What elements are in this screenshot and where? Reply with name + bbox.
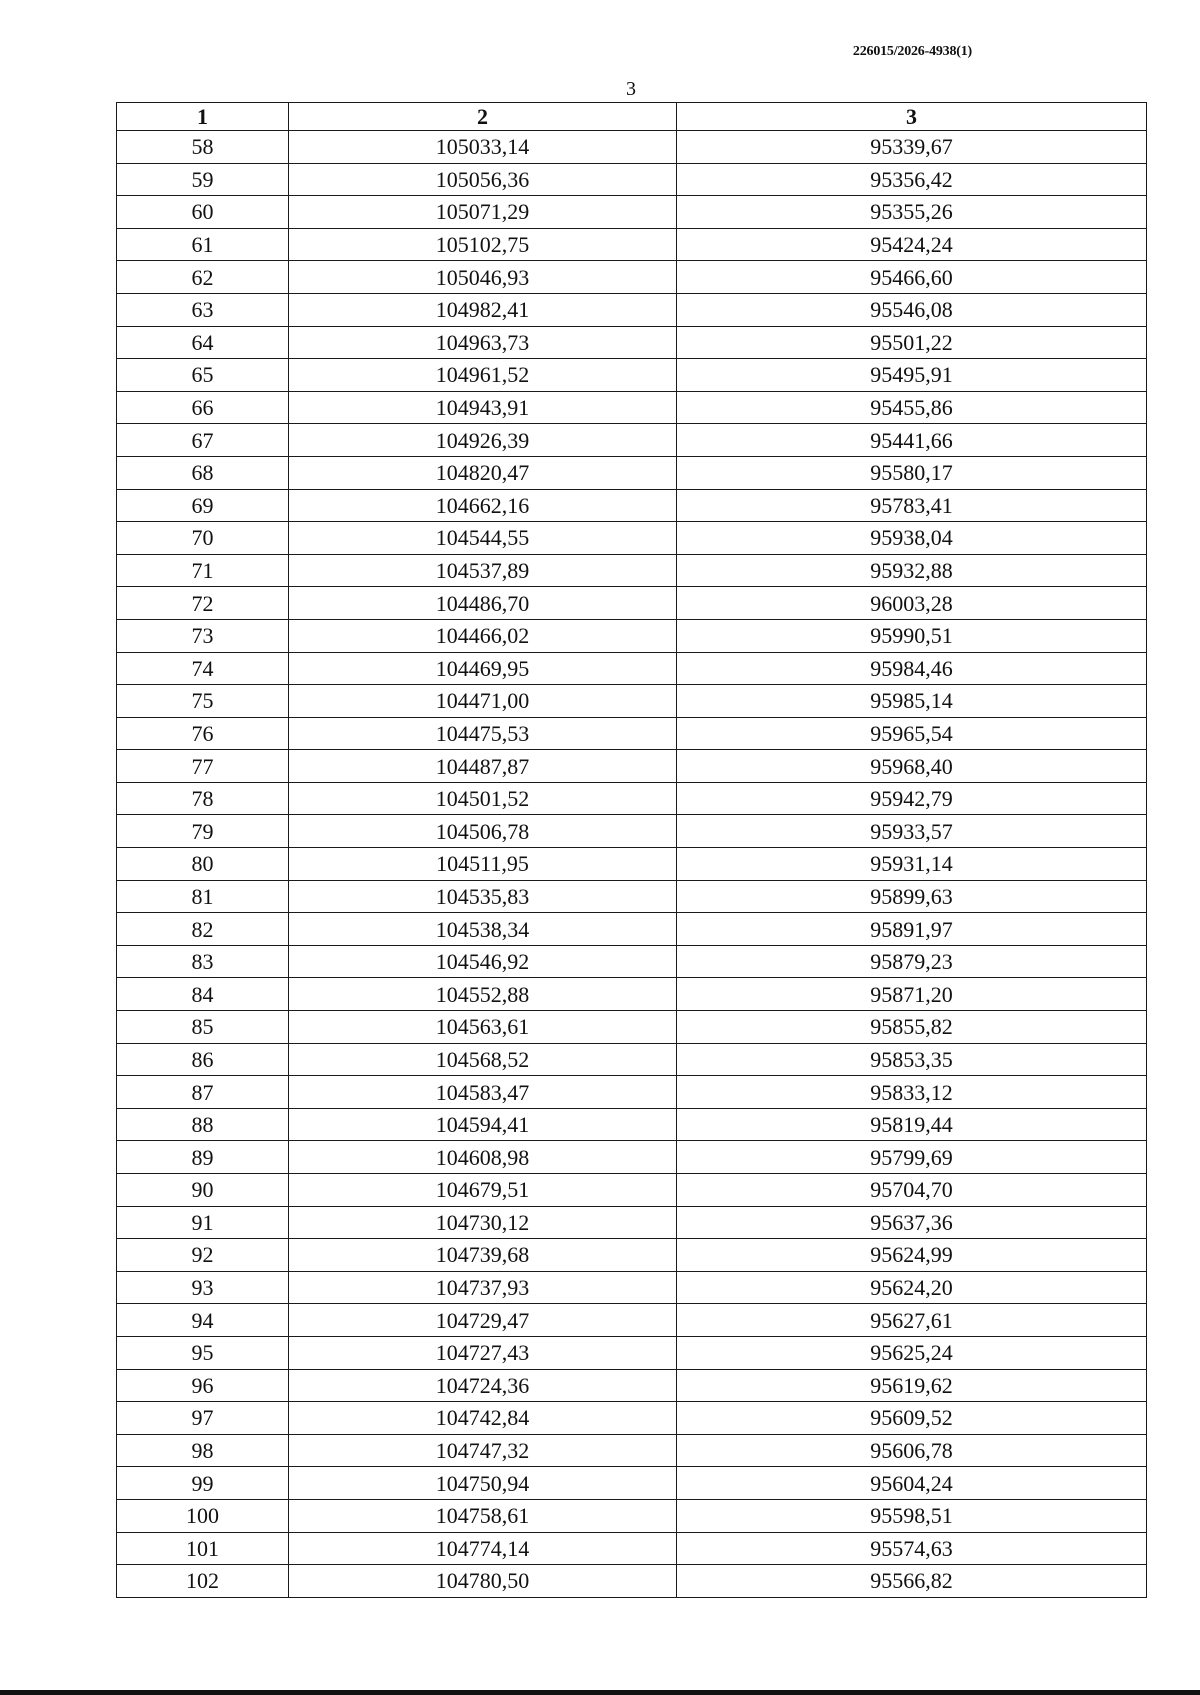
x-coordinate-cell: 104487,87: [289, 750, 677, 783]
table-row: [117, 945, 1147, 978]
y-coordinate-cell: 95424,24: [677, 228, 1147, 261]
x-coordinate-cell: 104963,73: [289, 326, 677, 359]
column-header-2: 2: [289, 103, 677, 131]
point-number-cell: 74: [117, 652, 289, 685]
table-body: [117, 131, 1147, 1598]
point-number-cell: 78: [117, 782, 289, 815]
y-coordinate-cell: 95879,23: [677, 945, 1147, 978]
point-number-cell: 94: [117, 1304, 289, 1337]
point-number-cell: 65: [117, 359, 289, 392]
y-coordinate-cell: 95783,41: [677, 489, 1147, 522]
point-number-cell: 70: [117, 522, 289, 555]
table-row: [117, 196, 1147, 229]
point-number-cell: 88: [117, 1108, 289, 1141]
x-coordinate-cell: 104729,47: [289, 1304, 677, 1337]
y-coordinate-cell: 95931,14: [677, 848, 1147, 881]
x-coordinate-cell: 104568,52: [289, 1043, 677, 1076]
table-row: [117, 1434, 1147, 1467]
point-number-cell: 84: [117, 978, 289, 1011]
x-coordinate-cell: 104546,92: [289, 945, 677, 978]
y-coordinate-cell: 95984,46: [677, 652, 1147, 685]
point-number-cell: 82: [117, 913, 289, 946]
y-coordinate-cell: 95799,69: [677, 1141, 1147, 1174]
y-coordinate-cell: 95466,60: [677, 261, 1147, 294]
x-coordinate-cell: 104750,94: [289, 1467, 677, 1500]
table-row: [117, 619, 1147, 652]
table-row: [117, 1565, 1147, 1598]
point-number-cell: 75: [117, 685, 289, 718]
x-coordinate-cell: 105102,75: [289, 228, 677, 261]
point-number-cell: 63: [117, 293, 289, 326]
x-coordinate-cell: 104466,02: [289, 619, 677, 652]
x-coordinate-cell: 104563,61: [289, 1011, 677, 1044]
point-number-cell: 73: [117, 619, 289, 652]
point-number-cell: 91: [117, 1206, 289, 1239]
y-coordinate-cell: 95990,51: [677, 619, 1147, 652]
y-coordinate-cell: 95624,99: [677, 1239, 1147, 1272]
y-coordinate-cell: 95819,44: [677, 1108, 1147, 1141]
table-row: [117, 1239, 1147, 1272]
point-number-cell: 102: [117, 1565, 289, 1598]
table-row: [117, 391, 1147, 424]
x-coordinate-cell: 104742,84: [289, 1402, 677, 1435]
table-row: [117, 815, 1147, 848]
x-coordinate-cell: 104506,78: [289, 815, 677, 848]
x-coordinate-cell: 104758,61: [289, 1499, 677, 1532]
table-row: [117, 1304, 1147, 1337]
table-row: [117, 1011, 1147, 1044]
y-coordinate-cell: 95932,88: [677, 554, 1147, 587]
table-row: [117, 326, 1147, 359]
x-coordinate-cell: 104727,43: [289, 1336, 677, 1369]
table-row: [117, 489, 1147, 522]
document-id: 226015/2026-4938(1): [852, 44, 972, 59]
coordinates-table: [116, 102, 1147, 1598]
x-coordinate-cell: 104774,14: [289, 1532, 677, 1565]
x-coordinate-cell: 104926,39: [289, 424, 677, 457]
y-coordinate-cell: 95891,97: [677, 913, 1147, 946]
x-coordinate-cell: 104780,50: [289, 1565, 677, 1598]
table-row: [117, 652, 1147, 685]
x-coordinate-cell: 104475,53: [289, 717, 677, 750]
table-row: [117, 1141, 1147, 1174]
table-row: [117, 1532, 1147, 1565]
table-row: [117, 131, 1147, 164]
point-number-cell: 77: [117, 750, 289, 783]
table-row: [117, 424, 1147, 457]
table-row: [117, 782, 1147, 815]
point-number-cell: 71: [117, 554, 289, 587]
y-coordinate-cell: 95985,14: [677, 685, 1147, 718]
y-coordinate-cell: 95455,86: [677, 391, 1147, 424]
y-coordinate-cell: 95598,51: [677, 1499, 1147, 1532]
table-row: [117, 293, 1147, 326]
x-coordinate-cell: 104662,16: [289, 489, 677, 522]
point-number-cell: 68: [117, 456, 289, 489]
point-number-cell: 79: [117, 815, 289, 848]
table-row: [117, 685, 1147, 718]
x-coordinate-cell: 105071,29: [289, 196, 677, 229]
x-coordinate-cell: 104982,41: [289, 293, 677, 326]
x-coordinate-cell: 104544,55: [289, 522, 677, 555]
x-coordinate-cell: 104737,93: [289, 1271, 677, 1304]
x-coordinate-cell: 104486,70: [289, 587, 677, 620]
point-number-cell: 64: [117, 326, 289, 359]
point-number-cell: 87: [117, 1076, 289, 1109]
x-coordinate-cell: 104594,41: [289, 1108, 677, 1141]
x-coordinate-cell: 104724,36: [289, 1369, 677, 1402]
column-header-3: 3: [677, 103, 1147, 131]
y-coordinate-cell: 95609,52: [677, 1402, 1147, 1435]
point-number-cell: 67: [117, 424, 289, 457]
point-number-cell: 62: [117, 261, 289, 294]
point-number-cell: 85: [117, 1011, 289, 1044]
x-coordinate-cell: 104679,51: [289, 1174, 677, 1207]
point-number-cell: 83: [117, 945, 289, 978]
y-coordinate-cell: 95355,26: [677, 196, 1147, 229]
table-row: [117, 359, 1147, 392]
point-number-cell: 76: [117, 717, 289, 750]
y-coordinate-cell: 95624,20: [677, 1271, 1147, 1304]
point-number-cell: 59: [117, 163, 289, 196]
point-number-cell: 58: [117, 131, 289, 164]
y-coordinate-cell: 95627,61: [677, 1304, 1147, 1337]
x-coordinate-cell: 105046,93: [289, 261, 677, 294]
point-number-cell: 72: [117, 587, 289, 620]
table-row: [117, 1369, 1147, 1402]
point-number-cell: 66: [117, 391, 289, 424]
point-number-cell: 60: [117, 196, 289, 229]
y-coordinate-cell: 95933,57: [677, 815, 1147, 848]
point-number-cell: 98: [117, 1434, 289, 1467]
table-row: [117, 880, 1147, 913]
point-number-cell: 96: [117, 1369, 289, 1402]
table-row: [117, 717, 1147, 750]
x-coordinate-cell: 104511,95: [289, 848, 677, 881]
y-coordinate-cell: 95339,67: [677, 131, 1147, 164]
x-coordinate-cell: 104538,34: [289, 913, 677, 946]
column-header-1: 1: [117, 103, 289, 131]
table-row: [117, 522, 1147, 555]
table-row: [117, 913, 1147, 946]
x-coordinate-cell: 104608,98: [289, 1141, 677, 1174]
x-coordinate-cell: 104820,47: [289, 456, 677, 489]
y-coordinate-cell: 95833,12: [677, 1076, 1147, 1109]
table-row: [117, 1076, 1147, 1109]
x-coordinate-cell: 104583,47: [289, 1076, 677, 1109]
point-number-cell: 100: [117, 1499, 289, 1532]
x-coordinate-cell: 104552,88: [289, 978, 677, 1011]
y-coordinate-cell: 95965,54: [677, 717, 1147, 750]
point-number-cell: 89: [117, 1141, 289, 1174]
table-row: [117, 587, 1147, 620]
table-row: [117, 848, 1147, 881]
x-coordinate-cell: 104730,12: [289, 1206, 677, 1239]
x-coordinate-cell: 104501,52: [289, 782, 677, 815]
table-row: [117, 750, 1147, 783]
y-coordinate-cell: 95619,62: [677, 1369, 1147, 1402]
point-number-cell: 61: [117, 228, 289, 261]
point-number-cell: 93: [117, 1271, 289, 1304]
y-coordinate-cell: 95546,08: [677, 293, 1147, 326]
x-coordinate-cell: 104739,68: [289, 1239, 677, 1272]
y-coordinate-cell: 95606,78: [677, 1434, 1147, 1467]
point-number-cell: 90: [117, 1174, 289, 1207]
point-number-cell: 95: [117, 1336, 289, 1369]
point-number-cell: 81: [117, 880, 289, 913]
x-coordinate-cell: 104535,83: [289, 880, 677, 913]
page-bottom-edge: [0, 1690, 1200, 1695]
point-number-cell: 86: [117, 1043, 289, 1076]
x-coordinate-cell: 105033,14: [289, 131, 677, 164]
point-number-cell: 80: [117, 848, 289, 881]
table-row: [117, 1336, 1147, 1369]
table-row: [117, 261, 1147, 294]
x-coordinate-cell: 104747,32: [289, 1434, 677, 1467]
table-row: [117, 1043, 1147, 1076]
point-number-cell: 99: [117, 1467, 289, 1500]
y-coordinate-cell: 95604,24: [677, 1467, 1147, 1500]
point-number-cell: 97: [117, 1402, 289, 1435]
x-coordinate-cell: 104471,00: [289, 685, 677, 718]
table-header-row: [117, 103, 1147, 131]
table-row: [117, 1467, 1147, 1500]
y-coordinate-cell: 95855,82: [677, 1011, 1147, 1044]
table-row: [117, 1402, 1147, 1435]
table-row: [117, 1108, 1147, 1141]
y-coordinate-cell: 95566,82: [677, 1565, 1147, 1598]
y-coordinate-cell: 95574,63: [677, 1532, 1147, 1565]
y-coordinate-cell: 95938,04: [677, 522, 1147, 555]
y-coordinate-cell: 95495,91: [677, 359, 1147, 392]
x-coordinate-cell: 104943,91: [289, 391, 677, 424]
point-number-cell: 92: [117, 1239, 289, 1272]
y-coordinate-cell: 95968,40: [677, 750, 1147, 783]
table-row: [117, 1206, 1147, 1239]
point-number-cell: 69: [117, 489, 289, 522]
x-coordinate-cell: 104961,52: [289, 359, 677, 392]
x-coordinate-cell: 104537,89: [289, 554, 677, 587]
table-row: [117, 1271, 1147, 1304]
y-coordinate-cell: 95625,24: [677, 1336, 1147, 1369]
page-number: 3: [626, 78, 636, 100]
y-coordinate-cell: 96003,28: [677, 587, 1147, 620]
y-coordinate-cell: 95580,17: [677, 456, 1147, 489]
y-coordinate-cell: 95871,20: [677, 978, 1147, 1011]
y-coordinate-cell: 95637,36: [677, 1206, 1147, 1239]
point-number-cell: 101: [117, 1532, 289, 1565]
table-row: [117, 228, 1147, 261]
y-coordinate-cell: 95356,42: [677, 163, 1147, 196]
table-row: [117, 456, 1147, 489]
table-row: [117, 978, 1147, 1011]
table-row: [117, 554, 1147, 587]
y-coordinate-cell: 95942,79: [677, 782, 1147, 815]
x-coordinate-cell: 104469,95: [289, 652, 677, 685]
table-row: [117, 163, 1147, 196]
table-row: [117, 1499, 1147, 1532]
table-row: [117, 1174, 1147, 1207]
y-coordinate-cell: 95704,70: [677, 1174, 1147, 1207]
y-coordinate-cell: 95501,22: [677, 326, 1147, 359]
y-coordinate-cell: 95899,63: [677, 880, 1147, 913]
y-coordinate-cell: 95441,66: [677, 424, 1147, 457]
y-coordinate-cell: 95853,35: [677, 1043, 1147, 1076]
x-coordinate-cell: 105056,36: [289, 163, 677, 196]
